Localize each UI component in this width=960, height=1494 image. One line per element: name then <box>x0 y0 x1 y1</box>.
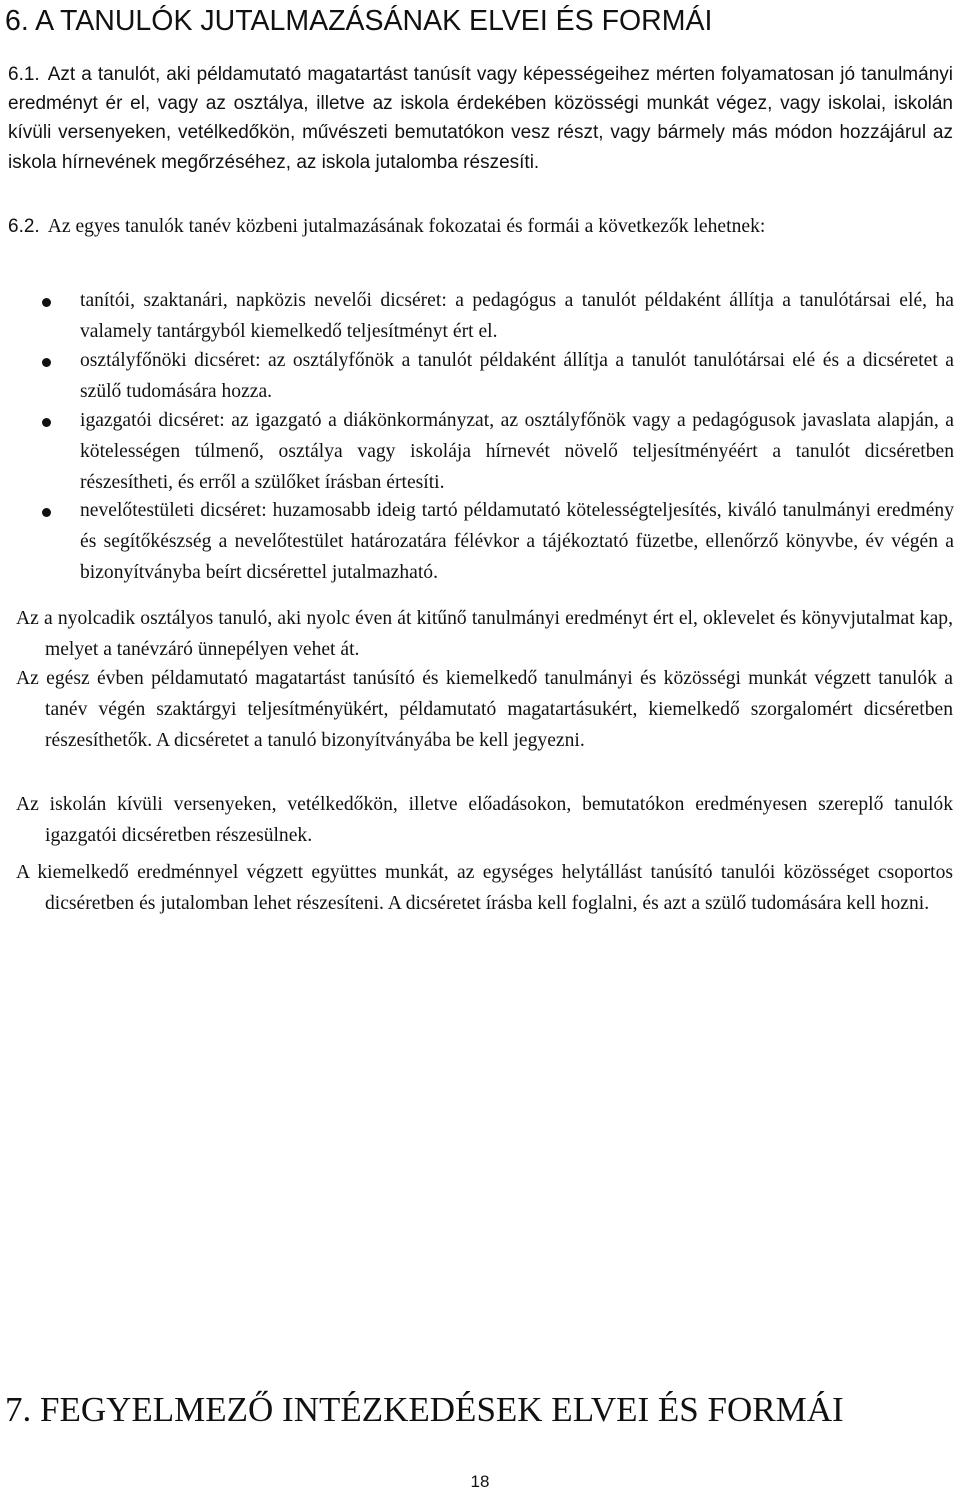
section-6-heading: 6. A TANULÓK JUTALMAZÁSÁNAK ELVEI ÉS FORMÁI <box>5 5 713 37</box>
bullet-icon <box>42 358 51 367</box>
bullet-icon <box>42 418 51 427</box>
bullet-text: osztályfőnöki dicséret: az osztályfőnök a tanulót példaként állítja a tanulót tanulótársai elé és a dicséretet a szülő tudomására hozza. <box>80 350 954 402</box>
paragraph-number: 6.2. <box>8 216 40 237</box>
paragraph-text: Az a nyolcadik osztályos tanuló, aki nyolc éven át kitűnő tanulmányi eredményt ért el, oklevelet és könyvjutalmat kap, melyet a tanévzáró ünnepélyen vehet át. <box>16 608 953 660</box>
paragraph-6-3 <box>8 604 953 666</box>
bullet-item <box>80 286 954 348</box>
paragraph-text: Az iskolán kívüli versenyeken, vetélkedőkön, illetve előadásokon, bemutatókon eredményesen szereplő tanulók igazgatói dicséretben részesülnek. <box>16 794 953 846</box>
paragraph-6-2 <box>8 212 953 243</box>
paragraph-6-6 <box>8 858 953 920</box>
bullet-text: igazgatói dicséret: az igazgató a diákönkormányzat, az osztályfőnök vagy a pedagógusok javaslata alapján, a kötelességen túlmenő, osztálya vagy iskolája hírnevét növelő teljesítményéért a tanulót dicséretben részesítheti, és erről a szülőket írásban értesíti. <box>80 410 954 493</box>
paragraph-6-5 <box>8 790 953 852</box>
paragraph-6-1 <box>8 60 953 177</box>
paragraph-number: 6.1. <box>8 64 40 85</box>
paragraph-6-4 <box>8 664 953 756</box>
bullet-item <box>80 496 954 588</box>
bullet-text: nevelőtestületi dicséret: huzamosabb ideig tartó példamutató kötelességteljesítés, kiváló tanulmányi eredmény és segítőkészség a nevelőtestület határozatára félévkor a tájékoztató füzetbe, ellenőrző könyvbe, év végén a bizonyítványba beírt dicsérettel jutalmazható. <box>80 500 954 583</box>
section-7-heading: 7. FEGYELMEZŐ INTÉZKEDÉSEK ELVEI ÉS FORMÁI <box>5 1390 844 1429</box>
bullet-item <box>80 346 954 408</box>
bullet-text: tanítói, szaktanári, napközis nevelői dicséret: a pedagógus a tanulót példaként állítja a tanulótársai elé, ha valamely tantárgyból kiemelkedő teljesítményt ért el. <box>80 290 954 342</box>
paragraph-text: Azt a tanulót, aki példamutató magatartást tanúsít vagy képességeihez mérten folyamatosan jó tanulmányi eredményt ér el, vagy az osztálya, illetve az iskola érdekében közösségi munkát végez, vagy iskolai, iskolán kívüli versenyeken, vetélkedőkön, művészeti bemutatókon vesz részt, vagy bármely más módon hozzájárul az iskola hírnevének megőrzéséhez, az iskola jutalomba részesíti. <box>8 64 953 173</box>
paragraph-text: A kiemelkedő eredménnyel végzett együttes munkát, az egységes helytállást tanúsító tanulói közösséget csoportos dicséretben és jutalomban lehet részesíteni. A dicséretet írásba kell foglalni, és azt a szülő tudomására kell hozni. <box>16 862 953 914</box>
page-number: 18 <box>470 1472 490 1491</box>
bullet-icon <box>42 298 51 307</box>
paragraph-text: Az egész évben példamutató magatartást tanúsító és kiemelkedő tanulmányi és közösségi munkát végzett tanulók a tanév végén szaktárgyi teljesítményükért, példamutató magatartásukért, kiemelkedő szorgalomért dicséretben részesíthetők. A dicséretet a tanuló bizonyítványába be kell jegyezni. <box>16 668 953 751</box>
bullet-item <box>80 406 954 498</box>
bullet-icon <box>42 508 51 517</box>
paragraph-text: Az egyes tanulók tanév közbeni jutalmazásának fokozatai és formái a következők lehetnek: <box>47 216 766 237</box>
